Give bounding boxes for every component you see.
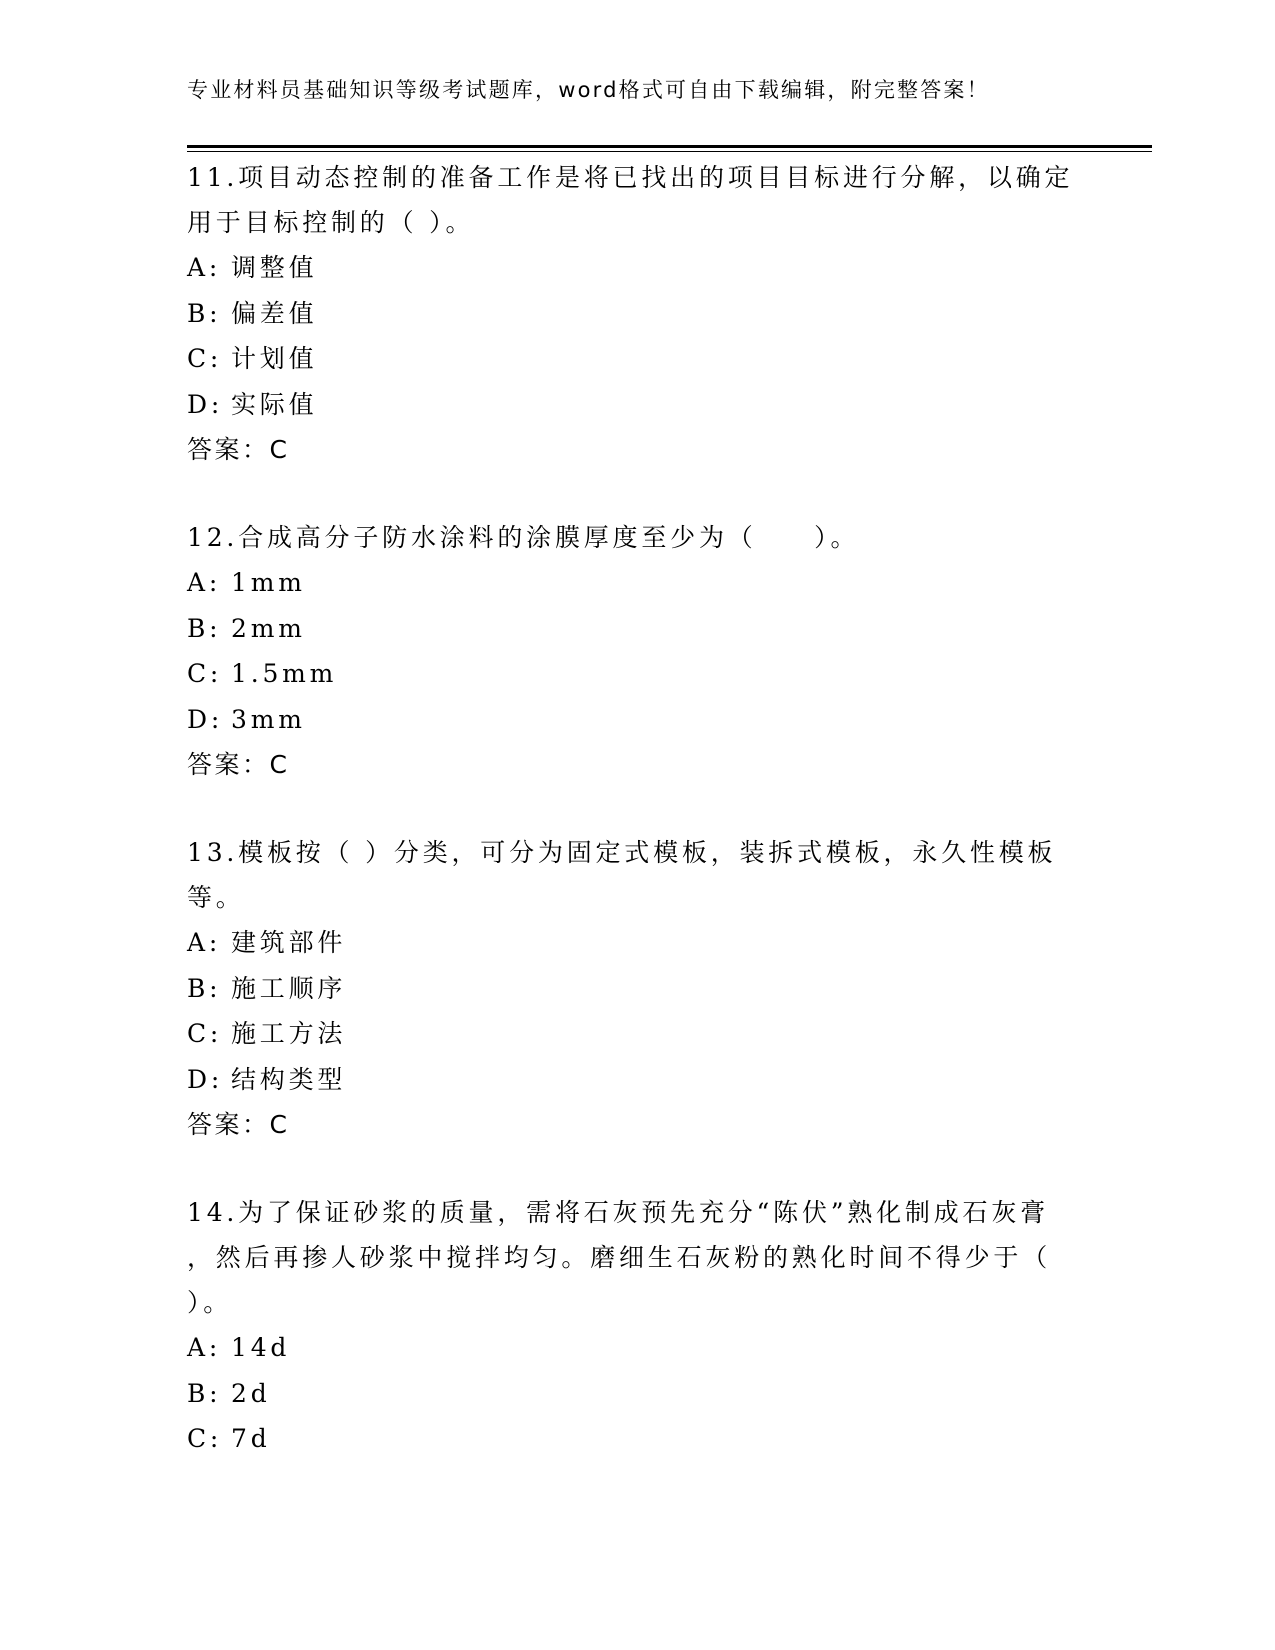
- question-14: [187, 1190, 1087, 1462]
- option-letter: D:: [187, 1064, 224, 1094]
- option-letter: A:: [187, 253, 222, 282]
- option-text: 1.5mm: [231, 659, 338, 688]
- question-stem-line: 用于目标控制的（ ）。: [187, 208, 475, 237]
- option-letter: C:: [187, 344, 223, 373]
- question-stem: [187, 515, 1087, 560]
- option-letter: C:: [187, 1019, 223, 1048]
- option-text: 施工方法: [231, 1019, 347, 1048]
- question-11: [187, 155, 1087, 472]
- question-stem-line: 14.为了保证砂浆的质量，需将石灰预先充分“陈伏”熟化制成石灰膏: [187, 1198, 1049, 1227]
- option-text: 结构类型: [231, 1064, 347, 1094]
- question-stem-line: ）。: [187, 1288, 233, 1317]
- option-a: [187, 245, 1087, 291]
- question-stem: [187, 1190, 1087, 1325]
- option-text: 2mm: [231, 613, 306, 643]
- option-letter: D:: [187, 389, 224, 419]
- option-d: [187, 1057, 1087, 1103]
- option-text: 7d: [231, 1424, 271, 1453]
- question-list: [187, 155, 1087, 1505]
- question-stem: [187, 155, 1087, 245]
- option-letter: A:: [187, 568, 222, 597]
- answer-line: 答案：C: [187, 435, 290, 464]
- option-text: 建筑部件: [231, 928, 347, 957]
- option-text: 3mm: [231, 704, 306, 734]
- option-letter: C:: [187, 659, 223, 688]
- option-a: [187, 920, 1087, 966]
- question-12: [187, 515, 1087, 787]
- option-letter: A:: [187, 1333, 222, 1362]
- option-text: 2d: [231, 1378, 271, 1408]
- option-c: [187, 1011, 1087, 1057]
- header-divider-thin: [187, 151, 1152, 152]
- option-d: [187, 697, 1087, 743]
- option-b: [187, 291, 1087, 337]
- option-text: 1mm: [231, 568, 306, 597]
- option-c: [187, 1416, 1087, 1462]
- question-stem-line: 11.项目动态控制的准备工作是将已找出的项目目标进行分解，以确定: [187, 163, 1074, 192]
- option-letter: C:: [187, 1424, 223, 1453]
- option-text: 计划值: [231, 344, 318, 373]
- question-stem: [187, 830, 1087, 920]
- option-b: [187, 966, 1087, 1012]
- option-letter: B:: [187, 613, 222, 643]
- option-letter: B:: [187, 298, 222, 328]
- option-letter: B:: [187, 1378, 222, 1408]
- option-text: 施工顺序: [231, 973, 347, 1003]
- option-letter: A:: [187, 928, 222, 957]
- option-b: [187, 1371, 1087, 1417]
- header-divider-thick: [187, 145, 1152, 148]
- option-a: [187, 560, 1087, 606]
- option-letter: B:: [187, 973, 222, 1003]
- option-letter: D:: [187, 704, 224, 734]
- option-text: 偏差值: [231, 298, 318, 328]
- option-text: 调整值: [231, 253, 318, 282]
- option-text: 实际值: [231, 389, 318, 419]
- option-b: [187, 606, 1087, 652]
- option-d: [187, 382, 1087, 428]
- option-c: [187, 336, 1087, 382]
- page-header: 专业材料员基础知识等级考试题库，word格式可自由下载编辑，附完整答案！: [187, 78, 990, 102]
- question-stem-line: 13.模板按（ ）分类，可分为固定式模板，装拆式模板，永久性模板: [187, 838, 1057, 867]
- answer-line: 答案：C: [187, 750, 290, 779]
- question-stem-line: 等。: [187, 883, 245, 912]
- answer-line: 答案：C: [187, 1110, 290, 1139]
- option-a: [187, 1325, 1087, 1371]
- option-text: 14d: [231, 1333, 291, 1362]
- question-13: [187, 830, 1087, 1147]
- question-stem-line: 12.合成高分子防水涂料的涂膜厚度至少为（ ）。: [187, 523, 860, 552]
- option-c: [187, 651, 1087, 697]
- question-stem-line: ，然后再掺人砂浆中搅拌均匀。磨细生石灰粉的熟化时间不得少于（: [187, 1243, 1052, 1272]
